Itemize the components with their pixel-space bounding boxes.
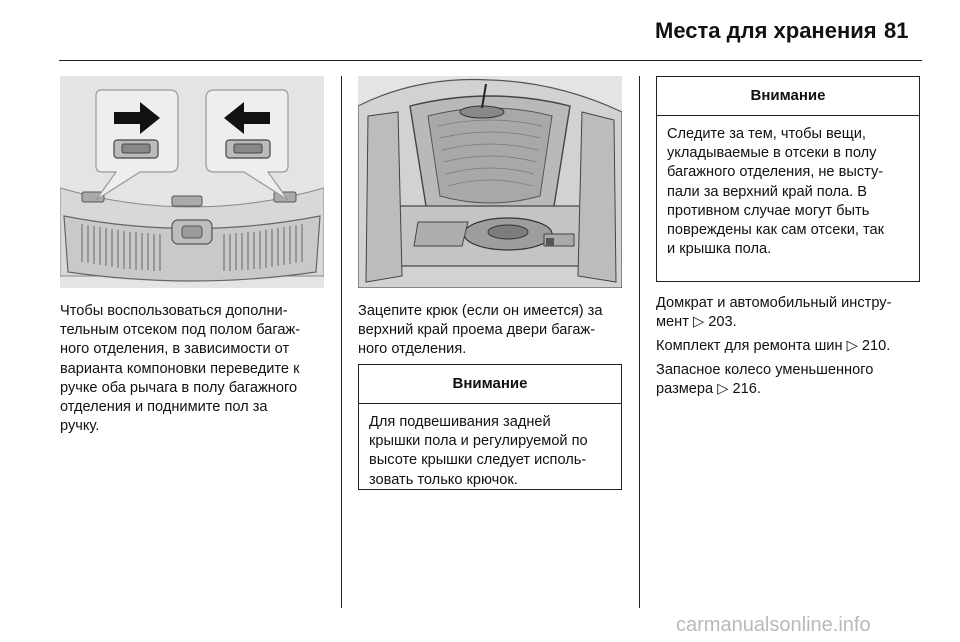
reference-tyre-repair-kit [656, 337, 930, 356]
trunk-hook-illustration [358, 76, 622, 288]
reference-text: Запасное колесо уменьшенного размера [656, 362, 874, 398]
floor-levers-drawing [60, 76, 324, 288]
reference-page: 216. [732, 381, 761, 398]
floor-levers-illustration [60, 76, 324, 288]
page-header [0, 0, 960, 62]
reference-jack-tools [656, 294, 930, 332]
notice-text: Следите за тем, чтобы вещи, укладываемые в отсеки в полу багажного отделения, не высту- пали за верхний край пола. В противном случае могут быть повреждены как сам отсеки, так и крышка пола. [667, 126, 884, 258]
reference-text: Комплект для ремонта шин [656, 338, 843, 354]
triangle-right-icon: ▷ [717, 381, 729, 398]
column-divider-1 [341, 76, 342, 608]
column1-paragraph: Чтобы воспользоваться дополни- тельным отсеком под полом багаж- ного отделения, в зависимости от варианта компоновки переведите к ручке оба рычага в полу багажного отделения и поднимите пол за ручку. [60, 303, 301, 435]
notice-title: Внимание [657, 77, 919, 116]
reference-page: 203. [708, 314, 737, 331]
reference-text: Домкрат и автомобильный инстру- мент [656, 295, 892, 331]
notice-title: Внимание [359, 365, 621, 404]
page-title: Места для хранения [655, 18, 877, 43]
watermark: carmanualsonline.info [676, 614, 871, 636]
reference-page: 210. [861, 338, 891, 354]
notice-box-hook [358, 364, 622, 490]
triangle-right-icon: ▷ [846, 338, 858, 354]
notice-box-items [656, 76, 920, 282]
column2-paragraph: Зацепите крюк (если он имеется) за верхний край проема двери багаж- ного отделения. [358, 303, 603, 358]
column-divider-2 [639, 76, 640, 608]
header-rule [59, 60, 922, 61]
notice-text: Для подвешивания задней крышки пола и регулируемой по высоте крышки следует исполь- зовать только крючок. [369, 414, 588, 488]
triangle-right-icon: ▷ [692, 314, 705, 331]
page-number: 81 [884, 18, 909, 43]
reference-compact-spare-wheel [656, 361, 930, 399]
trunk-hook-drawing [358, 76, 622, 288]
